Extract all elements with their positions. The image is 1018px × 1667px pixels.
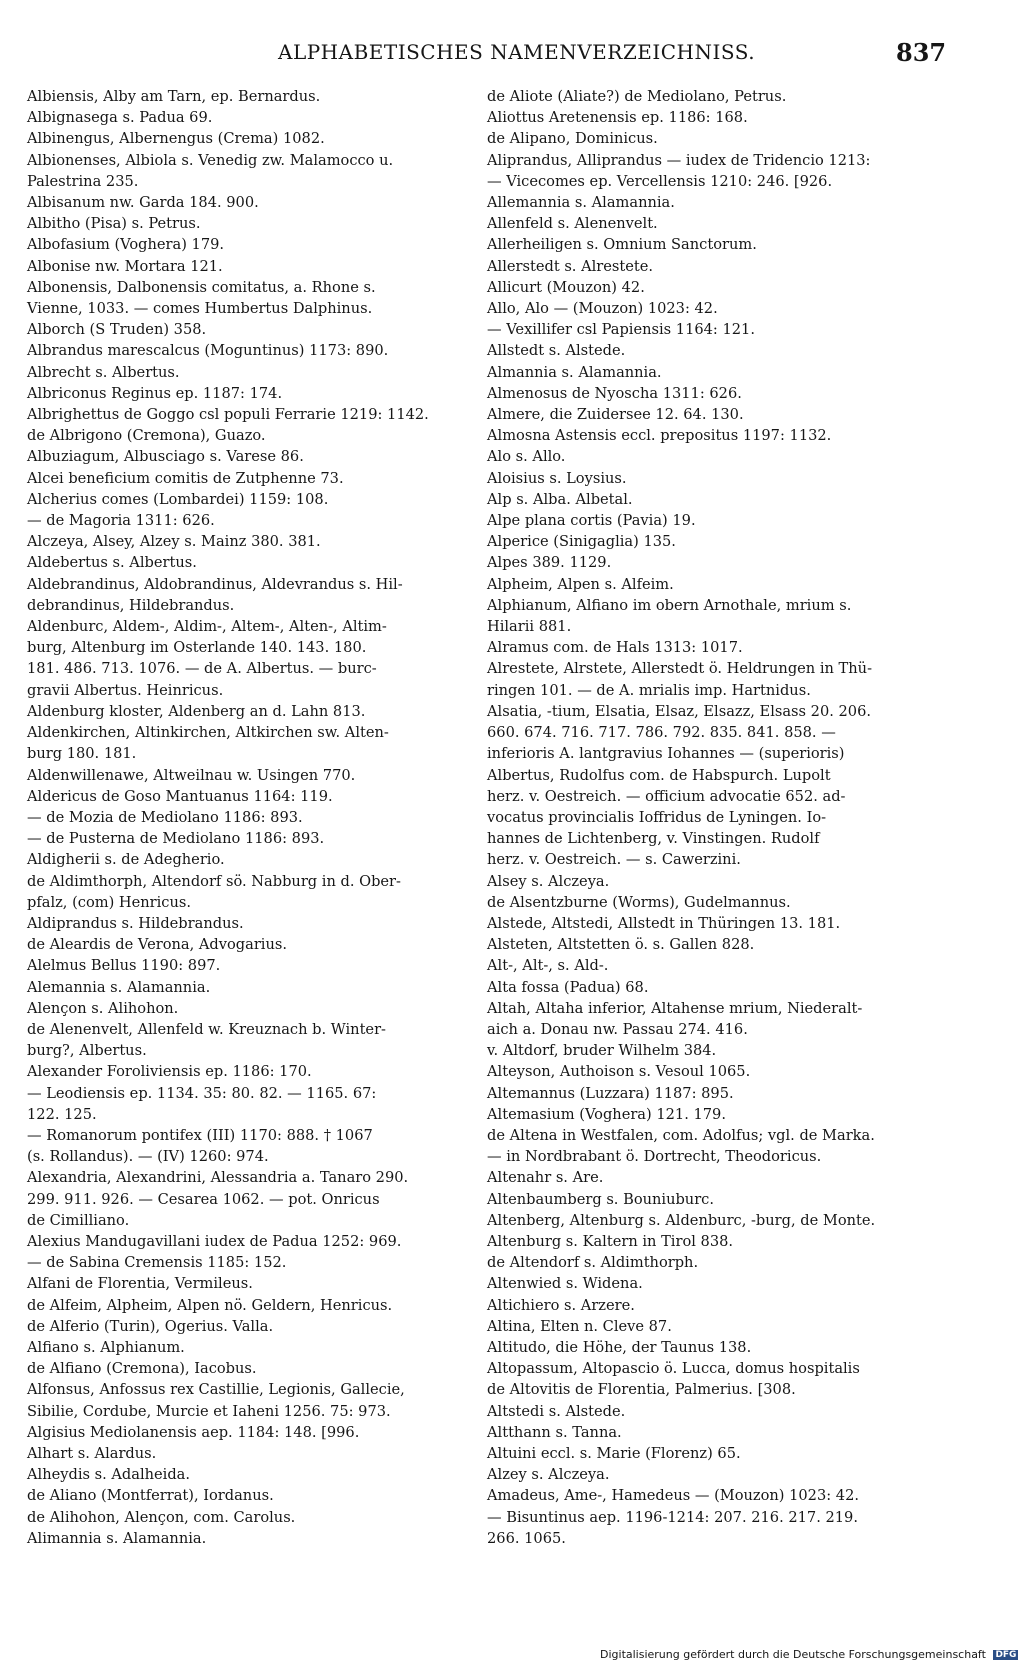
index-line: Alperice (Sinigaglia) 135.: [487, 533, 676, 551]
index-line: Albinengus, Albernengus (Crema) 1082.: [27, 130, 325, 148]
index-line: Almenosus de Nyoscha 1311: 626.: [487, 384, 742, 402]
index-line: Alfani de Florentia, Vermileus.: [27, 1275, 253, 1293]
index-line: — de Magoria 1311: 626.: [27, 512, 215, 530]
index-line: Almere, die Zuidersee 12. 64. 130.: [487, 406, 744, 424]
index-line: — Leodiensis ep. 1134. 35: 80. 82. — 1165. 67:: [27, 1084, 377, 1102]
index-line: Alphianum, Alfiano im obern Arnothale, mrium s.: [487, 596, 852, 614]
index-line: Altopassum, Altopascio ö. Lucca, domus hospitalis: [487, 1360, 860, 1378]
index-line: de Aleardis de Verona, Advogarius.: [27, 936, 287, 954]
index-line: Altuini eccl. s. Marie (Florenz) 65.: [487, 1445, 741, 1462]
index-line: de Alfeim, Alpheim, Alpen nö. Geldern, Henricus.: [27, 1296, 393, 1314]
index-line: burg?, Albertus.: [27, 1042, 147, 1060]
index-line: Almannia s. Alamannia.: [487, 363, 662, 381]
index-line: Altitudo, die Höhe, der Taunus 138.: [487, 1338, 752, 1356]
index-line: Altenahr s. Are.: [487, 1169, 604, 1187]
index-line: Albignasega s. Padua 69.: [27, 109, 213, 127]
index-line: Alimannia s. Alamannia.: [27, 1529, 207, 1547]
index-line: Alfonsus, Anfossus rex Castillie, Legionis, Gallecie,: [27, 1381, 405, 1399]
index-line: Albrecht s. Albertus.: [27, 363, 180, 381]
index-line: 266. 1065.: [487, 1529, 566, 1547]
index-line: de Altendorf s. Aldimthorph.: [487, 1254, 699, 1272]
index-line: de Alferio (Turin), Ogerius. Valla.: [27, 1317, 274, 1335]
index-line: Alp s. Alba. Albetal.: [487, 490, 633, 508]
index-line: Aldenburg kloster, Aldenberg an d. Lahn 813.: [27, 702, 366, 720]
index-line: — Bisuntinus aep. 1196-1214: 207. 216. 217. 219.: [487, 1508, 858, 1526]
index-line: — in Nordbrabant ö. Dortrecht, Theodoricus.: [487, 1148, 822, 1166]
index-line: — Vicecomes ep. Vercellensis 1210: 246. [926.: [487, 172, 833, 190]
index-line: Alcei beneficium comitis de Zutphenne 73.: [27, 469, 344, 487]
index-line: Allenfeld s. Alenenvelt.: [487, 215, 658, 233]
index-line: Allstedt s. Alstede.: [487, 342, 626, 360]
index-line: de Aldimthorph, Altendorf sö. Nabburg in d. Ober-: [27, 872, 401, 890]
index-line: Alsey s. Alczeya.: [487, 872, 610, 890]
index-line: — de Mozia de Mediolano 1186: 893.: [27, 808, 303, 826]
page-number: 837: [896, 38, 947, 67]
index-line: Vienne, 1033. — comes Humbertus Dalphinus.: [27, 300, 373, 318]
index-line: Alo s. Allo.: [487, 448, 566, 466]
index-line: Algisius Mediolanensis aep. 1184: 148. [996.: [27, 1423, 360, 1441]
index-line: burg 180. 181.: [27, 745, 137, 763]
index-line: Albrighettus de Goggo csl populi Ferrarie 1219: 1142.: [27, 406, 429, 424]
index-line: Alheydis s. Adalheida.: [27, 1466, 191, 1484]
right-column: [487, 86, 957, 1549]
index-line: de Alihohon, Alençon, com. Carolus.: [27, 1508, 296, 1526]
index-line: Albionenses, Albiola s. Venedig zw. Malamocco u.: [27, 151, 394, 169]
index-line: Alborch (S Truden) 358.: [27, 321, 207, 339]
index-line: Alexius Mandugavillani iudex de Padua 1252: 969.: [27, 1232, 402, 1250]
index-line: Alczeya, Alsey, Alzey s. Mainz 380. 381.: [27, 533, 321, 551]
index-line: — Romanorum pontifex (III) 1170: 888. † 1067: [27, 1126, 373, 1144]
index-line: Aloisius s. Loysius.: [487, 469, 627, 487]
index-line: Altstedi s. Alstede.: [487, 1402, 626, 1420]
index-line: Palestrina 235.: [27, 172, 139, 190]
footer: [600, 1648, 1017, 1661]
running-title: ALPHABETISCHES NAMENVERZEICHNISS.: [278, 40, 756, 64]
index-line: Alsteten, Altstetten ö. s. Gallen 828.: [487, 936, 755, 954]
index-line: herz. v. Oestreich. — s. Cawerzini.: [487, 851, 741, 869]
index-line: Albrandus marescalcus (Moguntinus) 1173: 890.: [27, 342, 389, 360]
index-line: Albisanum nw. Garda 184. 900.: [27, 194, 259, 212]
index-line: Allemannia s. Alamannia.: [487, 194, 675, 212]
index-line: Alrestete, Alrstete, Allerstedt ö. Heldrungen in Thü-: [487, 660, 873, 678]
index-line: Aldenkirchen, Altinkirchen, Altkirchen sw. Alten-: [27, 724, 389, 742]
index-line: Aldigherii s. de Adegherio.: [27, 851, 225, 869]
index-line: Altenwied s. Widena.: [487, 1275, 643, 1293]
index-line: de Albrigono (Cremona), Guazo.: [27, 427, 266, 445]
index-line: Alpe plana cortis (Pavia) 19.: [487, 512, 696, 530]
index-line: de Alipano, Dominicus.: [487, 130, 658, 148]
index-line: de Altovitis de Florentia, Palmerius. [308.: [487, 1381, 796, 1399]
index-line: Allerstedt s. Alrestete.: [487, 257, 654, 275]
index-line: Albiensis, Alby am Tarn, ep. Bernardus.: [27, 88, 321, 105]
index-line: 181. 486. 713. 1076. — de A. Albertus. — burc-: [27, 660, 377, 678]
index-line: Altah, Altaha inferior, Altahense mrium, Niederalt-: [487, 999, 863, 1017]
index-line: vocatus provincialis Ioffridus de Lyningen. Io-: [487, 808, 827, 826]
index-line: Aldebertus s. Albertus.: [27, 554, 197, 572]
index-line: v. Altdorf, bruder Wilhelm 384.: [487, 1042, 717, 1060]
index-line: Albofasium (Voghera) 179.: [27, 236, 225, 254]
index-line: Aliottus Aretenensis ep. 1186: 168.: [487, 109, 748, 127]
footer-text: Digitalisierung gefördert durch die Deutsche Forschungsgemeinschaft: [600, 1648, 986, 1661]
index-line: 660. 674. 716. 717. 786. 792. 835. 841. 858. —: [487, 724, 836, 742]
index-line: inferioris A. lantgravius Iohannes — (superioris): [487, 745, 845, 763]
index-line: Alcherius comes (Lombardei) 1159: 108.: [27, 490, 329, 508]
index-line: Alsatia, -tium, Elsatia, Elsaz, Elsazz, Elsass 20. 206.: [487, 702, 872, 720]
index-line: — de Sabina Cremensis 1185: 152.: [27, 1254, 287, 1272]
index-line: de Aliote (Aliate?) de Mediolano, Petrus.: [487, 88, 787, 105]
index-line: Alençon s. Alihohon.: [27, 999, 179, 1017]
index-line: Aldenwillenawe, Altweilnau w. Usingen 770.: [27, 766, 356, 784]
index-line: Albertus, Rudolfus com. de Habspurch. Lupolt: [487, 766, 831, 784]
index-line: Hilarii 881.: [487, 618, 572, 636]
index-line: Allo, Alo — (Mouzon) 1023: 42.: [487, 300, 718, 318]
page-header: [0, 38, 1000, 68]
index-line: de Alenenvelt, Allenfeld w. Kreuznach b. Winter-: [27, 1020, 386, 1038]
index-line: de Altena in Westfalen, com. Adolfus; vgl. de Marka.: [487, 1126, 875, 1144]
index-line: Albriconus Reginus ep. 1187: 174.: [27, 384, 283, 402]
index-line: Alfiano s. Alphianum.: [27, 1338, 185, 1356]
index-line: Altenbaumberg s. Bouniuburc.: [487, 1190, 714, 1208]
index-line: Aldenburc, Aldem-, Aldim-, Altem-, Alten-, Altim-: [27, 618, 387, 636]
index-line: Alstede, Altstedi, Allstedt in Thüringen 13. 181.: [487, 914, 841, 932]
index-line: — Vexillifer csl Papiensis 1164: 121.: [487, 321, 755, 339]
index-line: Allerheiligen s. Omnium Sanctorum.: [487, 236, 757, 254]
index-line: hannes de Lichtenberg, v. Vinstingen. Rudolf: [487, 830, 820, 848]
index-line: de Alfiano (Cremona), Iacobus.: [27, 1360, 257, 1378]
index-line: Allicurt (Mouzon) 42.: [487, 278, 645, 296]
index-line: Alteyson, Authoison s. Vesoul 1065.: [487, 1063, 751, 1081]
index-line: Sibilie, Cordube, Murcie et Iaheni 1256. 75: 973.: [27, 1402, 391, 1420]
index-line: gravii Albertus. Heinricus.: [27, 681, 224, 699]
index-line: Almosna Astensis eccl. prepositus 1197: 1132.: [487, 427, 832, 445]
index-line: Aldericus de Goso Mantuanus 1164: 119.: [27, 787, 333, 805]
index-line: Aliprandus, Alliprandus — iudex de Tridencio 1213:: [487, 151, 871, 169]
index-line: aich a. Donau nw. Passau 274. 416.: [487, 1020, 748, 1038]
index-line: Alhart s. Alardus.: [27, 1445, 157, 1462]
index-line: Alpes 389. 1129.: [487, 554, 612, 572]
left-column: [27, 86, 497, 1549]
index-line: Alta fossa (Padua) 68.: [487, 978, 649, 996]
index-line: Aldiprandus s. Hildebrandus.: [27, 914, 244, 932]
index-line: Altemasium (Voghera) 121. 179.: [487, 1105, 726, 1123]
index-line: Albonise nw. Mortara 121.: [27, 257, 223, 275]
index-line: 299. 911. 926. — Cesarea 1062. — pot. Onricus: [27, 1190, 380, 1208]
index-line: Alzey s. Alczeya.: [487, 1466, 610, 1484]
index-line: Alexander Foroliviensis ep. 1186: 170.: [27, 1063, 312, 1081]
index-line: 122. 125.: [27, 1105, 97, 1123]
index-line: Alramus com. de Hals 1313: 1017.: [487, 639, 743, 657]
index-line: (s. Rollandus). — (IV) 1260: 974.: [27, 1148, 269, 1166]
index-line: ringen 101. — de A. mrialis imp. Hartnidus.: [487, 681, 811, 699]
index-line: de Alsentzburne (Worms), Gudelmannus.: [487, 893, 791, 911]
index-line: Altthann s. Tanna.: [487, 1423, 622, 1441]
index-line: debrandinus, Hildebrandus.: [27, 596, 235, 614]
index-line: — de Pusterna de Mediolano 1186: 893.: [27, 830, 325, 848]
index-line: Aldebrandinus, Aldobrandinus, Aldevrandus s. Hil-: [27, 575, 403, 593]
index-line: de Aliano (Montferrat), Iordanus.: [27, 1487, 274, 1505]
index-line: Altemannus (Luzzara) 1187: 895.: [487, 1084, 734, 1102]
index-line: Altina, Elten n. Cleve 87.: [487, 1317, 672, 1335]
index-line: Altenberg, Altenburg s. Aldenburc, -burg, de Monte.: [487, 1211, 876, 1229]
index-line: Albonensis, Dalbonensis comitatus, a. Rhone s.: [27, 278, 376, 296]
index-line: Albitho (Pisa) s. Petrus.: [27, 215, 201, 233]
index-line: Alt-, Alt-, s. Ald-.: [487, 957, 609, 975]
index-line: Alexandria, Alexandrini, Alessandria a. Tanaro 290.: [27, 1169, 409, 1187]
index-line: Altichiero s. Arzere.: [487, 1296, 635, 1314]
index-line: de Cimilliano.: [27, 1211, 130, 1229]
index-line: Albuziagum, Albusciago s. Varese 86.: [27, 448, 304, 466]
index-line: Alelmus Bellus 1190: 897.: [27, 957, 221, 975]
index-line: Alemannia s. Alamannia.: [27, 978, 211, 996]
index-line: Altenburg s. Kaltern in Tirol 838.: [487, 1232, 734, 1250]
index-line: burg, Altenburg im Osterlande 140. 143. 180.: [27, 639, 367, 657]
index-line: Alpheim, Alpen s. Alfeim.: [487, 575, 674, 593]
index-line: herz. v. Oestreich. — officium advocatie 652. ad-: [487, 787, 846, 805]
index-line: pfalz, (com) Henricus.: [27, 893, 192, 911]
dfg-logo: DFG: [995, 1650, 1017, 1660]
index-line: Amadeus, Ame-, Hamedeus — (Mouzon) 1023: 42.: [487, 1487, 860, 1505]
